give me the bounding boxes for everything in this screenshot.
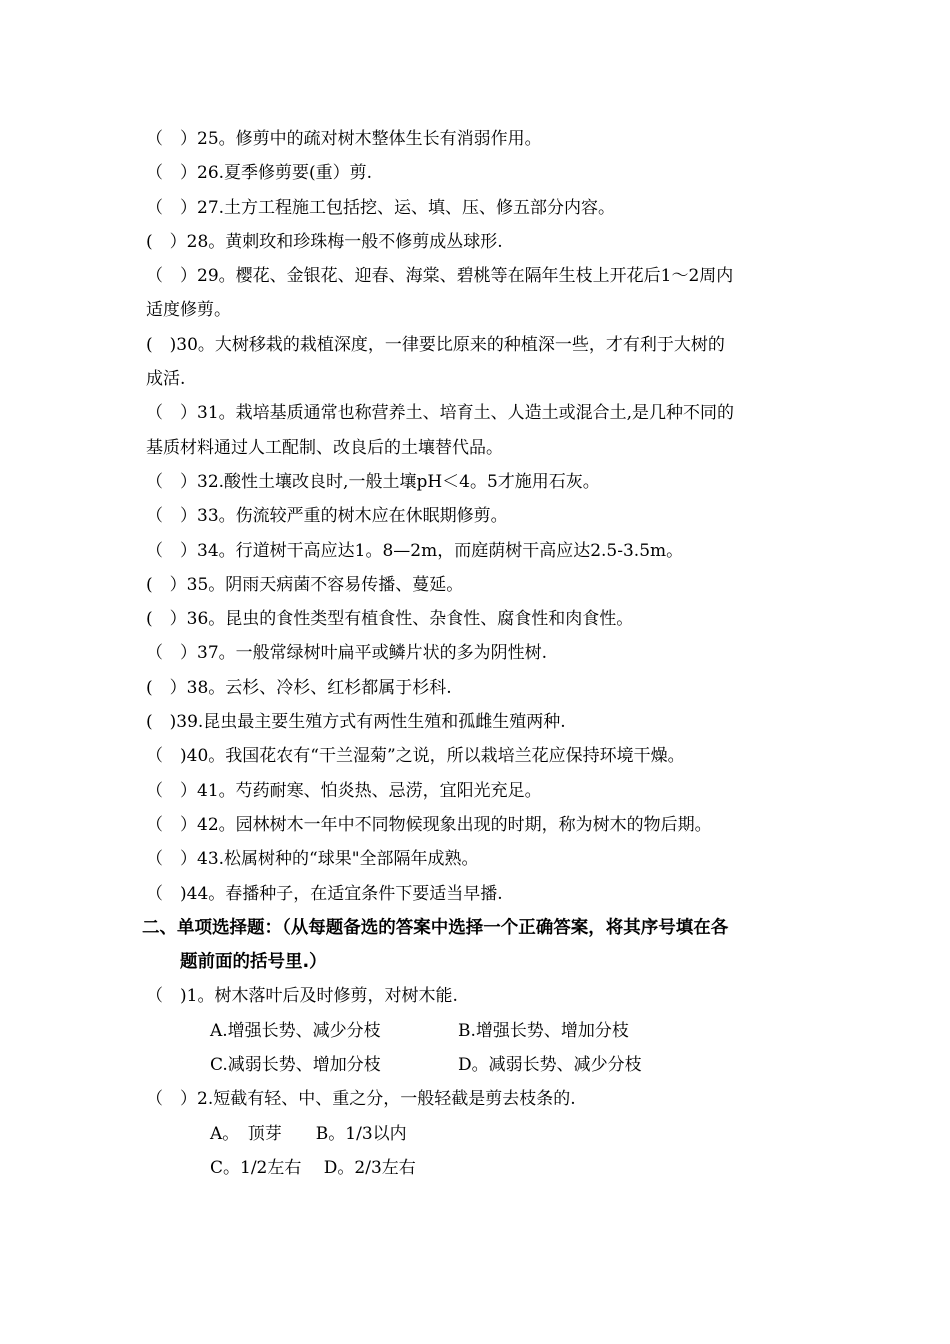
question-36: ( ）36。昆虫的食性类型有植食性、杂食性、腐食性和肉食性。 [146,609,634,630]
question-33: （ ）33。伤流较严重的树木应在休眠期修剪。 [146,506,508,527]
question-34: （ ）34。行道树干高应达1。8—2m，而庭荫树干高应达2.5-3.5m。 [146,540,684,561]
question-25: （ ）25。修剪中的疏对树木整体生长有消弱作用。 [146,129,542,149]
section-heading-cont: 题前面的括号里.） [180,952,327,973]
question-30: ( )30。大树移栽的栽植深度，一律要比原来的种植深一些，才有利于大树的 [146,334,725,355]
question-29-cont: 适度修剪。 [146,300,231,321]
question-40: （ )40。我国花农有“干兰湿菊”之说，所以栽培兰花应保持环境干燥。 [146,746,685,767]
question-39: ( )39.昆虫最主要生殖方式有两性生殖和孤雌生殖两种. [146,712,566,733]
choice-2-options-cd: C。1/2左右 D。2/3左右 [210,1157,416,1178]
question-30-cont: 成活. [146,369,186,390]
question-26: （ ）26.夏季修剪要(重）剪. [146,163,373,184]
question-32: （ ）32.酸性土壤改良时,一般土壤pH＜4。5才施用石灰。 [146,471,600,492]
question-35: ( ）35。阴雨天病菌不容易传播、蔓延。 [146,574,464,595]
question-27: （ ）27.土方工程施工包括挖、运、填、压、修五部分内容。 [146,197,616,218]
choice-1-options-ab [146,1014,826,1048]
choice-1-option-b: B.增强长势、增加分枝 [458,1020,629,1041]
question-37: （ ）37。一般常绿树叶扁平或鳞片状的多为阴性树. [146,643,548,664]
choice-1-options-cd [146,1048,826,1082]
choice-1-option-c: C.减弱长势、增加分枝 [210,1055,381,1076]
question-28: ( ）28。黄刺玫和珍珠梅一般不修剪成丛球形. [146,231,503,252]
choice-2-options-ab: A。 顶芽 B。1/3以内 [210,1123,407,1144]
question-31: （ ）31。栽培基质通常也称营养土、培育土、人造土或混合土,是几种不同的 [146,403,735,424]
question-41: （ ）41。芍药耐寒、怕炎热、忌涝，宜阳光充足。 [146,780,542,801]
document-content [142,122,826,1185]
question-44: （ )44。春播种子，在适宜条件下要适当早播. [146,883,503,904]
choice-1-option-d: D。减弱长势、减少分枝 [458,1055,642,1076]
choice-1-option-a: A.增强长势、减少分枝 [210,1020,381,1041]
question-31-cont: 基质材料通过人工配制、改良后的土壤替代品。 [146,437,503,458]
section-heading: 二、单项选择题：（从每题备选的答案中选择一个正确答案，将其序号填在各 [142,917,729,938]
choice-question-2: （ ）2.短截有轻、中、重之分，一般轻截是剪去枝条的. [146,1089,576,1110]
question-38: ( ）38。云杉、冷杉、红杉都属于杉科. [146,677,452,698]
question-42: （ ）42。园林树木一年中不同物候现象出现的时期，称为树木的物后期。 [146,814,712,835]
question-43: （ ）43.松属树种的“球果"全部隔年成熟。 [146,849,479,870]
choice-question-1: （ )1。树木落叶后及时修剪，对树木能. [146,986,458,1007]
question-29: （ ）29。樱花、金银花、迎春、海棠、碧桃等在隔年生枝上开花后1～2周内 [146,266,734,287]
